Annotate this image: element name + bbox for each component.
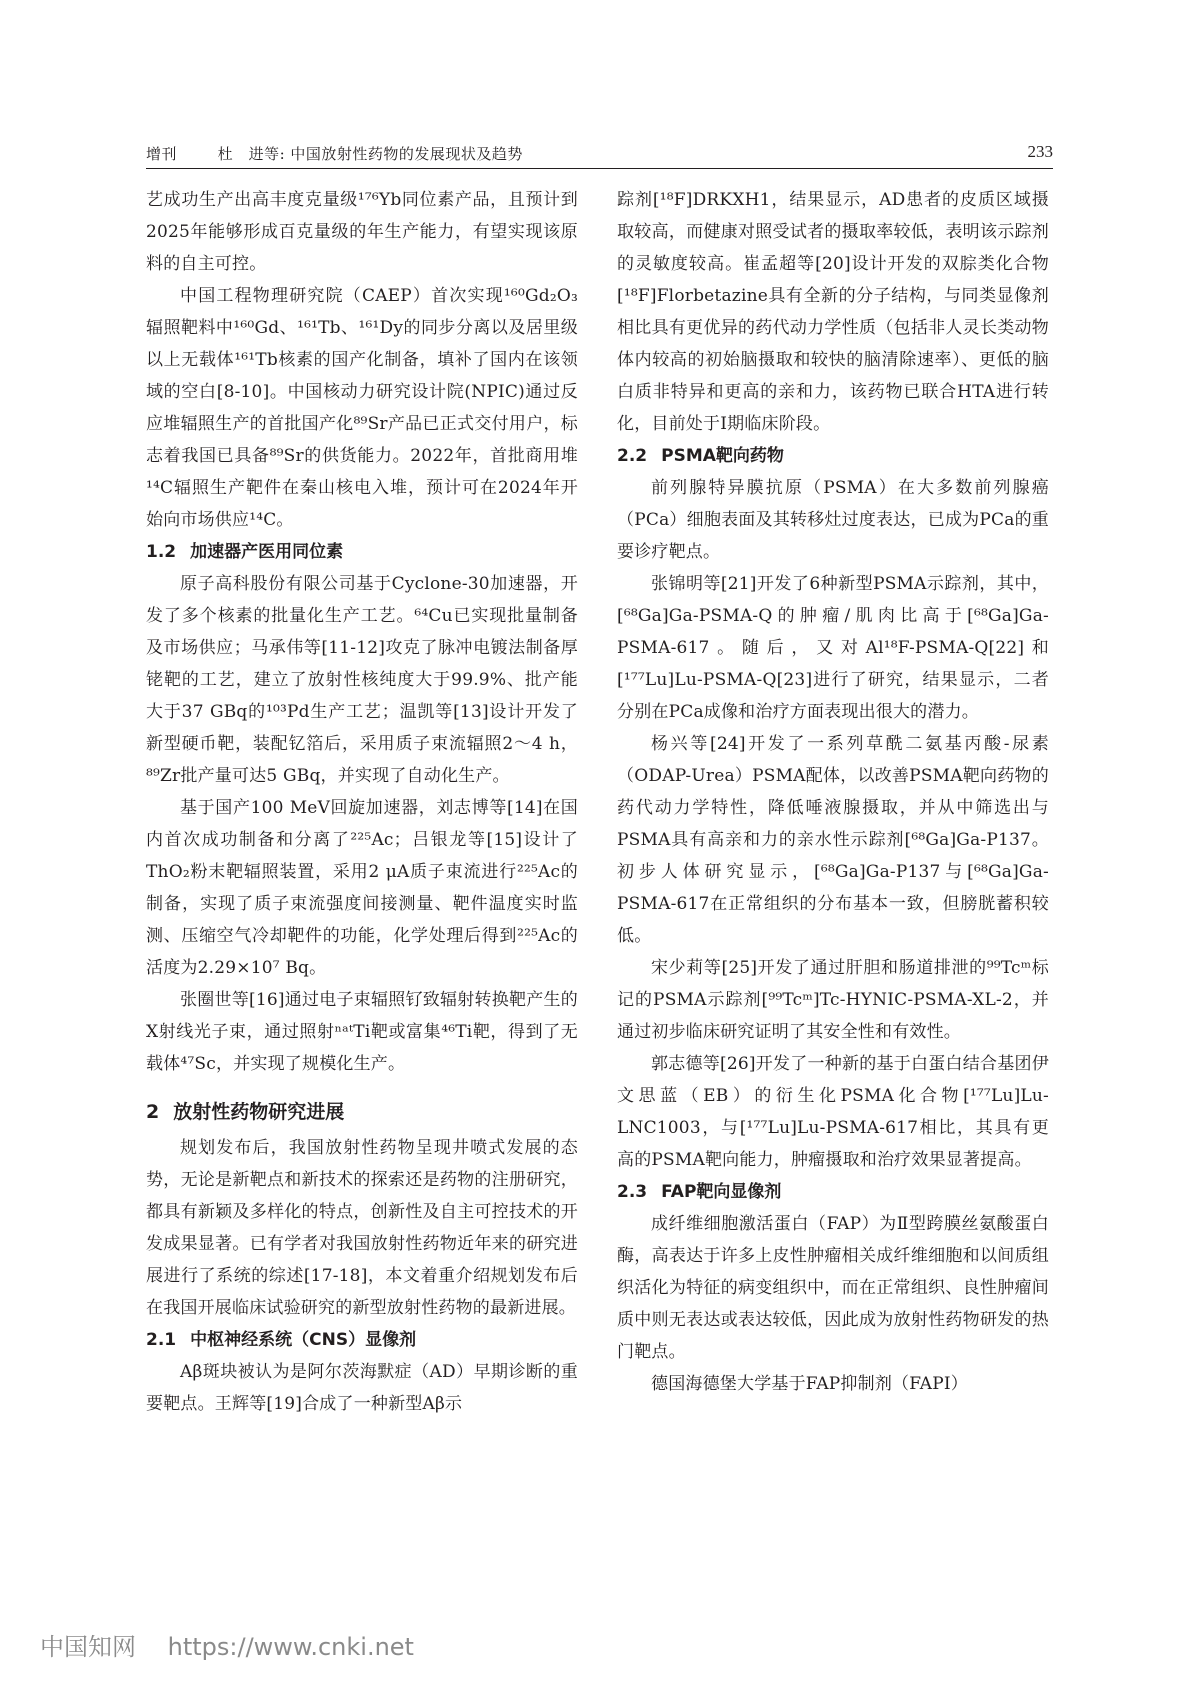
page-number: 233 bbox=[1027, 142, 1053, 161]
heading-text: 放射性药物研究进展 bbox=[173, 1101, 345, 1123]
paragraph: 基于国产100 MeV回旋加速器，刘志博等[14]在国内首次成功制备和分离了²²⁵Ac；吕银龙等[15]设计了ThO₂粉末靶辐照装置，采用2 μA质子束流进行²²⁵Ac的制备，实现了质子束流强度间接测量、靶件温度实时监测、压缩空气冷却靶件的功能，化学处理后得到²²⁵Ac的活度为2.29×10⁷ Bq。 bbox=[146, 798, 578, 978]
paragraph: Aβ斑块被认为是阿尔茨海默症（AD）早期诊断的重要靶点。王辉等[19]合成了一种新型Aβ示 bbox=[146, 1362, 578, 1414]
heading-number: 2.3 bbox=[617, 1182, 648, 1202]
running-header bbox=[146, 140, 1053, 169]
paragraph: 郭志德等[26]开发了一种新的基于白蛋白结合基团伊文思蓝（EB）的衍生化PSMA化合物[¹⁷⁷Lu]Lu-LNC1003，与[¹⁷⁷Lu]Lu-PSMA-617相比，其具有更高的PSMA靶向能力，肿瘤摄取和治疗效果显著提高。 bbox=[617, 1054, 1049, 1170]
watermark-brand: 中国知网 bbox=[40, 1633, 136, 1661]
paragraph: 宋少莉等[25]开发了通过肝胆和肠道排泄的⁹⁹Tcᵐ标记的PSMA示踪剂[⁹⁹Tcᵐ]Tc-HYNIC-PSMA-XL-2，并通过初步临床研究证明了其安全性和有效性。 bbox=[617, 958, 1049, 1042]
paragraph: 德国海德堡大学基于FAP抑制剂（FAPI） bbox=[651, 1374, 968, 1394]
left-column bbox=[146, 184, 578, 1420]
heading-number: 1.2 bbox=[146, 542, 177, 562]
right-column bbox=[617, 184, 1049, 1400]
subsection-heading-1-2 bbox=[146, 536, 578, 568]
header-authors: 杜 进等: bbox=[217, 145, 286, 163]
journal-issue: 增刊 bbox=[146, 145, 178, 163]
paragraph: 中国工程物理研究院（CAEP）首次实现¹⁶⁰Gd₂O₃辐照靶料中¹⁶⁰Gd、¹⁶¹Tb、¹⁶¹Dy的同步分离以及居里级以上无载体¹⁶¹Tb核素的国产化制备，填补了国内在该领域的空白[8-10]。中国核动力研究设计院(NPIC)通过反应堆辐照生产的首批国产化⁸⁹Sr产品已正式交付用户，标志着我国已具备⁸⁹Sr的供货能力。2022年，首批商用堆¹⁴C辐照生产靶件在秦山核电入堆，预计可在2024年开始向市场供应¹⁴C。 bbox=[146, 286, 578, 530]
paragraph: 张圈世等[16]通过电子束辐照钌致辐射转换靶产生的X射线光子束，通过照射ⁿᵃᵗTi靶或富集⁴⁶Ti靶，得到了无载体⁴⁷Sc，并实现了规模化生产。 bbox=[146, 990, 578, 1074]
paragraph: 艺成功生产出高丰度克量级¹⁷⁶Yb同位素产品，且预计到2025年能够形成百克量级的年生产能力，有望实现该原料的自主可控。 bbox=[146, 190, 578, 274]
paragraph: 张锦明等[21]开发了6种新型PSMA示踪剂，其中，[⁶⁸Ga]Ga-PSMA-Q的肿瘤/肌肉比高于[⁶⁸Ga]Ga-PSMA-617。随后，又对Al¹⁸F-PSMA-Q[22]和[¹⁷⁷Lu]Lu-PSMA-Q[23]进行了研究，结果显示，二者分别在PCa成像和治疗方面表现出很大的潜力。 bbox=[617, 574, 1049, 722]
header-article-title: 中国放射性药物的发展现状及趋势 bbox=[290, 145, 523, 163]
subsection-heading-2-1 bbox=[146, 1324, 578, 1356]
section-heading-2 bbox=[146, 1096, 578, 1128]
heading-text: 加速器产医用同位素 bbox=[190, 542, 344, 562]
heading-text: 中枢神经系统（CNS）显像剂 bbox=[190, 1330, 417, 1350]
paragraph: 前列腺特异膜抗原（PSMA）在大多数前列腺癌（PCa）细胞表面及其转移灶过度表达，已成为PCa的重要诊疗靶点。 bbox=[617, 478, 1049, 562]
heading-text: FAP靶向显像剂 bbox=[661, 1182, 782, 1202]
paragraph: 踪剂[¹⁸F]DRKXH1，结果显示，AD患者的皮质区域摄取较高，而健康对照受试者的摄取率较低，表明该示踪剂的灵敏度较高。崔孟超等[20]设计开发的双腙类化合物[¹⁸F]Florbetazine具有全新的分子结构，与同类显像剂相比具有更优异的药代动力学性质（包括非人灵长类动物体内较高的初始脑摄取和较快的脑清除速率）、更低的脑白质非特异和更高的亲和力，该药物已联合HTA进行转化，目前处于Ⅰ期临床阶段。 bbox=[617, 190, 1049, 434]
cnki-watermark bbox=[40, 1627, 438, 1662]
heading-number: 2.1 bbox=[146, 1330, 177, 1350]
paragraph: 成纤维细胞激活蛋白（FAP）为Ⅱ型跨膜丝氨酸蛋白酶，高表达于许多上皮性肿瘤相关成纤维细胞和以间质组织活化为特征的病变组织中，而在正常组织、良性肿瘤间质中则无表达或表达较低，因此成为放射性药物研发的热门靶点。 bbox=[617, 1214, 1049, 1362]
paragraph: 杨兴等[24]开发了一系列草酰二氨基丙酸-尿素（ODAP-Urea）PSMA配体，以改善PSMA靶向药物的药代动力学特性，降低唾液腺摄取，并从中筛选出与PSMA具有高亲和力的亲水性示踪剂[⁶⁸Ga]Ga-P137。初步人体研究显示，[⁶⁸Ga]Ga-P137与[⁶⁸Ga]Ga-PSMA-617在正常组织的分布基本一致，但膀胱蓄积较低。 bbox=[617, 734, 1049, 946]
paragraph: 规划发布后，我国放射性药物呈现井喷式发展的态势，无论是新靶点和新技术的探索还是药物的注册研究，都具有新颖及多样化的特点，创新性及自主可控技术的开发成果显著。已有学者对我国放射性药物近年来的研究进展进行了系统的综述[17-18]，本文着重介绍规划发布后在我国开展临床试验研究的新型放射性药物的最新进展。 bbox=[146, 1138, 578, 1318]
heading-text: PSMA靶向药物 bbox=[661, 446, 784, 466]
subsection-heading-2-2 bbox=[617, 440, 1049, 472]
heading-number: 2.2 bbox=[617, 446, 648, 466]
watermark-url: https://www.cnki.net bbox=[167, 1633, 414, 1661]
subsection-heading-2-3 bbox=[617, 1176, 1049, 1208]
running-header-left bbox=[146, 143, 523, 164]
paragraph: 原子高科股份有限公司基于Cyclone-30加速器，开发了多个核素的批量化生产工艺。⁶⁴Cu已实现批量制备及市场供应；马承伟等[11-12]攻克了脉冲电镀法制备厚铑靶的工艺，建立了放射性核纯度大于99.9%、批产能大于37 GBq的¹⁰³Pd生产工艺；温凯等[13]设计开发了新型硬币靶，装配钇箔后，采用质子束流辐照2～4 h，⁸⁹Zr批产量可达5 GBq，并实现了自动化生产。 bbox=[146, 574, 578, 786]
heading-number: 2 bbox=[146, 1101, 160, 1123]
